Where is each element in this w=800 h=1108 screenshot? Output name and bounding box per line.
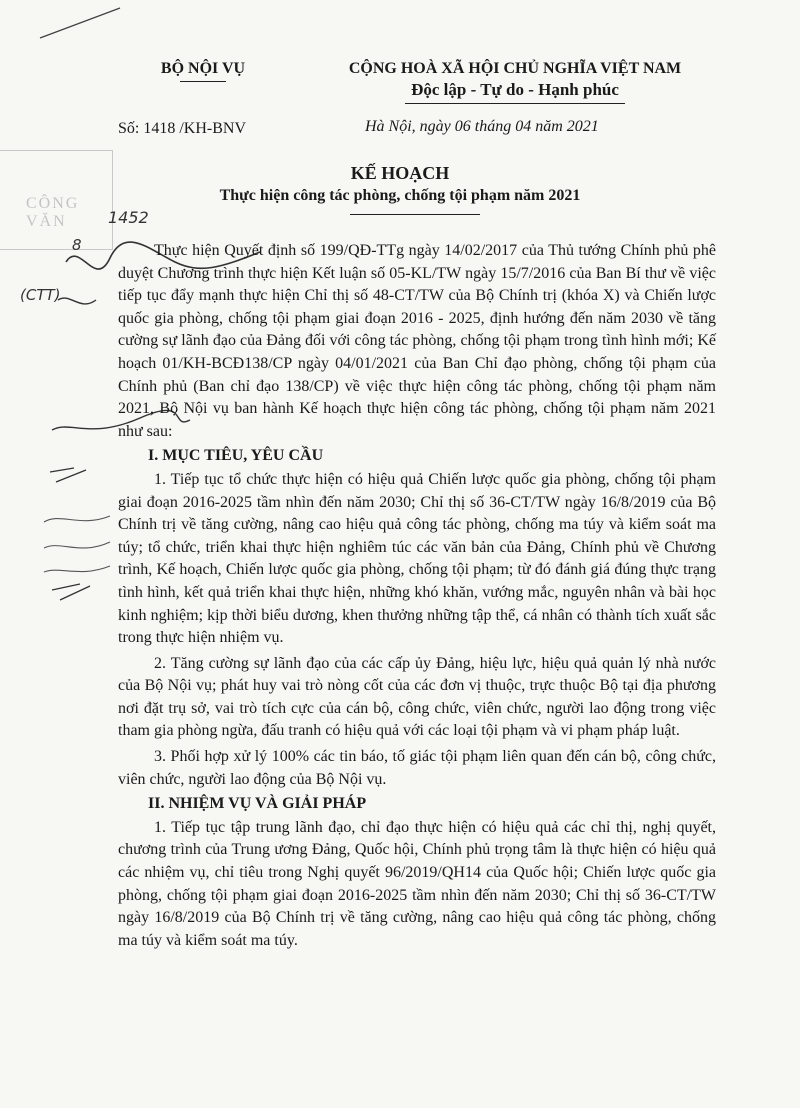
section-heading-2: II. NHIỆM VỤ VÀ GIẢI PHÁP [148, 795, 367, 813]
section2-paragraph-1: 1. Tiếp tục tập trung lãnh đạo, chỉ đạo thực hiện có hiệu quả các chỉ thị, nghị quyết, chương trình của Trung ương Đảng, Quốc hội, Chính phủ trọng tâm là thực hiện có hiệu quả các nhiệm vụ, chỉ tiêu trong Nghị quyết 96/2019/QH14 của Quốc hội; Chiến lược quốc gia phòng, chống tội phạm giai đoạn 2016-2025 tầm nhìn đến năm 2030; Chỉ thị số 36-CT/TW ngày 16/8/2019 của Bộ Chính trị về tăng cường, nâng cao hiệu quả công tác phòng, chống ma túy và kiểm soát ma túy. [118, 818, 716, 949]
section-heading-1: I. MỤC TIÊU, YÊU CẦU [148, 447, 324, 465]
handwritten-margin-note: (CTT) [20, 286, 61, 304]
intro-paragraph: Thực hiện Quyết định số 199/QĐ-TTg ngày 14/02/2017 của Thủ tướng Chính phủ phê duyệt Chương trình thực hiện Kết luận số 05-KL/TW ngày 15/7/2016 của Ban Bí thư về việc tiếp tục đẩy mạnh thực hiện Chỉ thị số 48-CT/TW của Bộ Chính trị (khóa X) và Chiến lược quốc gia phòng, chống tội phạm giai đoạn 2016 - 2025, định hướng đến năm 2030 về tăng cường sự lãnh đạo của Đảng đối với công tác phòng, chống tội phạm trong tình hình mới; Kế hoạch 01/KH-BCĐ138/CP ngày 04/01/2021 của Ban Chỉ đạo phòng, chống tội phạm của Chính phủ (Ban chỉ đạo 138/CP) về việc thực hiện công tác phòng, chống tội phạm năm 2021, Bộ Nội vụ ban hành Kế hoạch thực hiện công tác phòng, chống tội phạm năm 2021 như sau: [118, 242, 716, 440]
document-title: KẾ HOẠCH [350, 163, 450, 183]
issuing-agency [138, 60, 268, 82]
document-number: Số: 1418 /KH-BNV [118, 120, 247, 137]
nation-name: CỘNG HOÀ XÃ HỘI CHỦ NGHĨA VIỆT NAM [348, 60, 682, 77]
document-body [118, 240, 716, 952]
handwritten-margin-number: 8 [72, 236, 82, 254]
section1-paragraph-3: 3. Phối hợp xử lý 100% các tin báo, tố giác tội phạm liên quan đến cán bộ, công chức, viên chức, người lao động của Bộ Nội vụ. [118, 748, 716, 788]
document-date: Hà Nội, ngày 06 tháng 04 năm 2021 [365, 118, 599, 135]
national-motto [325, 60, 705, 104]
handwritten-received-number: 1452 [108, 208, 149, 227]
title-underline [350, 214, 480, 215]
document-subtitle: Thực hiện công tác phòng, chống tội phạm năm 2021 [219, 187, 581, 204]
motto-underline [405, 103, 625, 104]
section1-paragraph-2: 2. Tăng cường sự lãnh đạo của các cấp ủy Đảng, hiệu lực, hiệu quả quản lý nhà nước của Bộ Nội vụ; phát huy vai trò nòng cốt của các đơn vị thuộc, trực thuộc Bộ tại địa phương nơi đặt trụ sở, vai trò tích cực của cán bộ, công chức, viên chức, người lao động trong việc tham gia phòng ngừa, đấu tranh có hiệu quả với các loại tội phạm và vi phạm pháp luật. [118, 654, 716, 740]
agency-underline [180, 81, 226, 82]
nation-motto: Độc lập - Tự do - Hạnh phúc [411, 80, 619, 99]
section1-paragraph-1: 1. Tiếp tục tổ chức thực hiện có hiệu quả Chiến lược quốc gia phòng, chống tội phạm giai đoạn 2016-2025 tầm nhìn đến năm 2030; Chỉ thị số 36-CT/TW ngày 16/8/2019 của Bộ Chính trị về tăng cường, nâng cao hiệu quả công tác phòng, chống ma túy và kiểm soát ma túy; tổ chức, triển khai thực hiện nghiêm túc các văn bản của Đảng, Chính phủ về Chương trình, Kế hoạch, Chiến lược quốc gia phòng, chống tội phạm; từ đó đánh giá đúng thực trạng tình hình, kết quả triển khai thực hiện, những khó khăn, vướng mắc, nguyên nhân và bài học kinh nghiệm; kịp thời biểu dương, khen thưởng những tập thể, cá nhân có thành tích xuất sắc trong thực hiện nhiệm vụ. [118, 470, 716, 647]
received-stamp-mark: CÔNG VĂN [26, 195, 80, 230]
agency-name: BỘ NỘI VỤ [160, 60, 246, 77]
